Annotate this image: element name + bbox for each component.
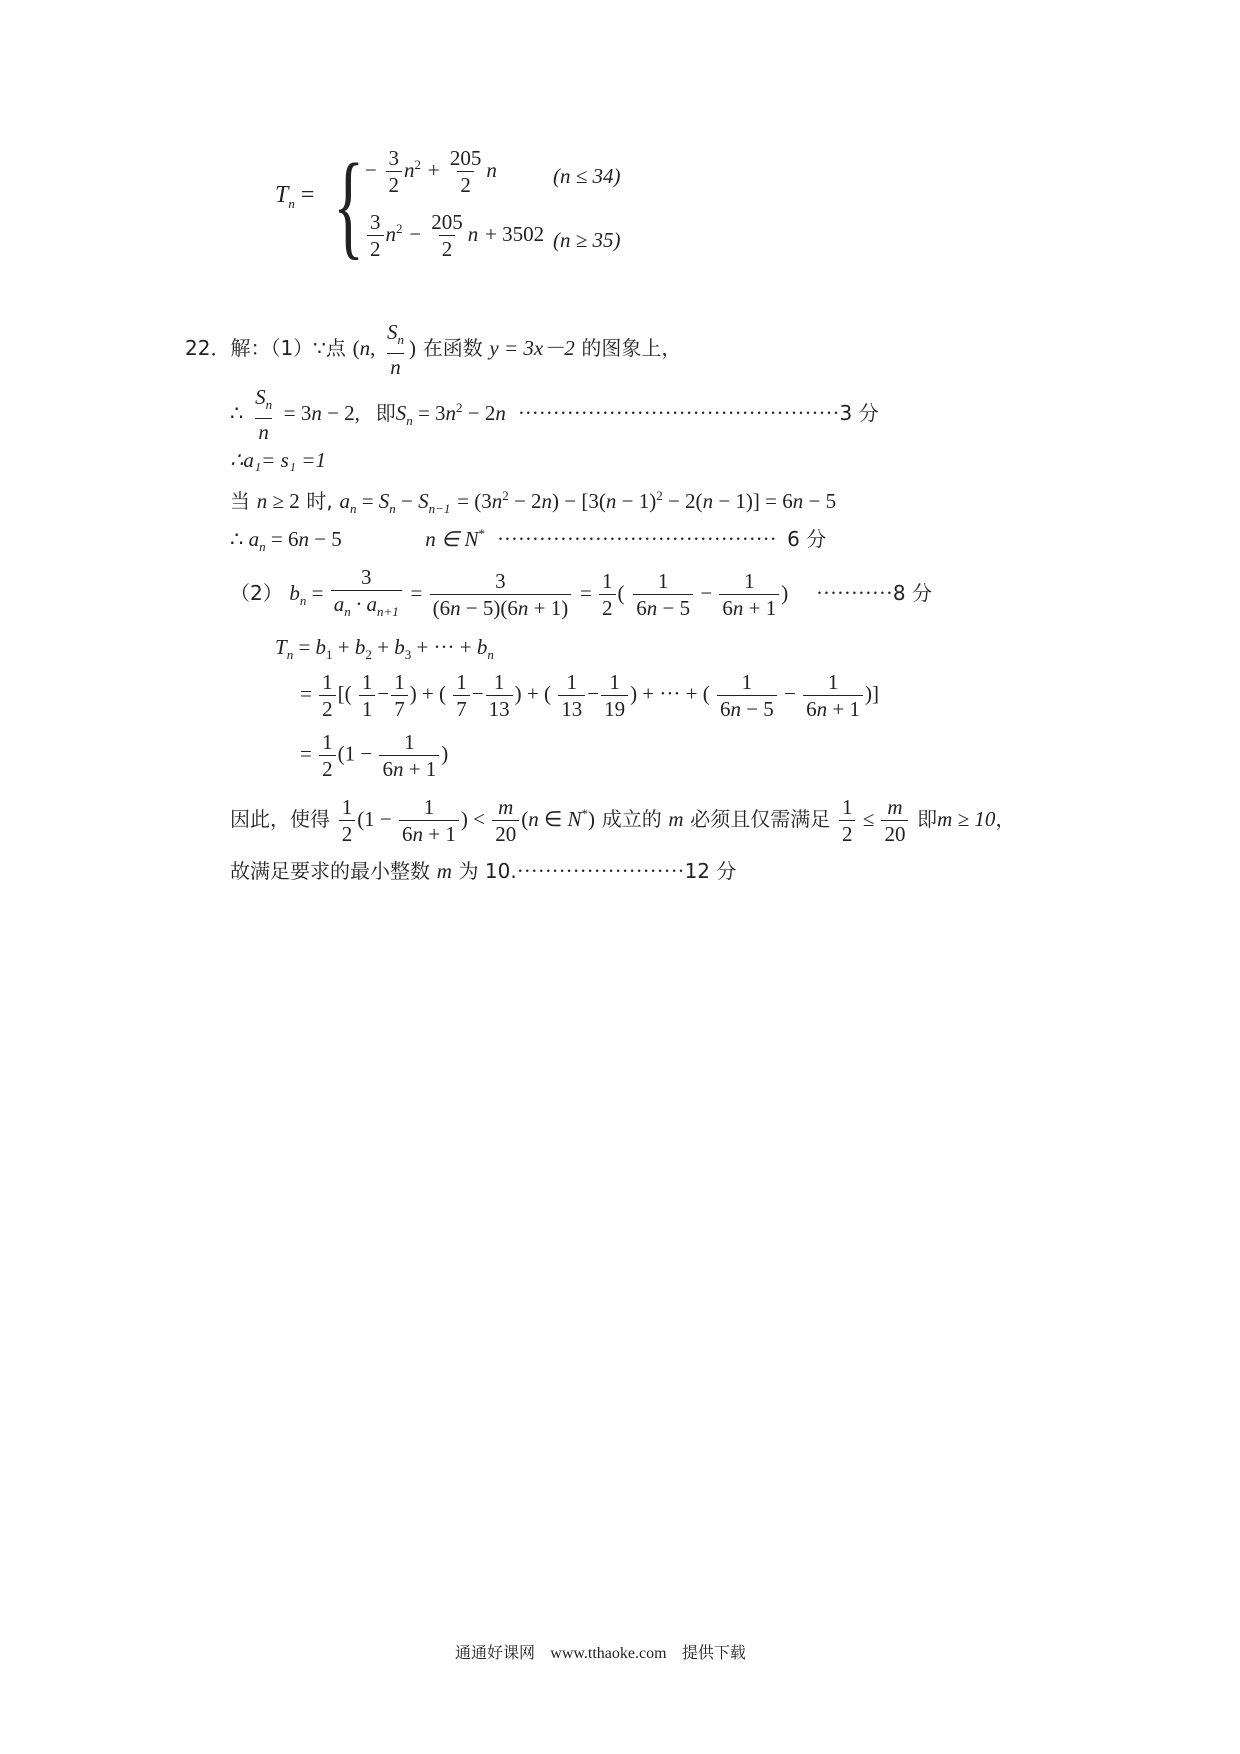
footer-tail: 提供下载 [681, 1643, 746, 1662]
piecewise-row-2: $\frac{3}{2}$ $n^2$ − $\frac{205}{2}$ n + 3502 [365, 210, 544, 261]
q22-tn-sum: $T_n = b_1 + b_2 + b_3$ + ··· + $b_n$ [275, 635, 494, 663]
q22-line-1: 22．解：（1）∵点 (n, $\frac{S_n}{n}$ ) 在函数 y = 3x－2 的图象上， [185, 320, 682, 380]
piecewise-cond-2: (n ≥ 35) [553, 228, 621, 252]
q22-final-line: 故满足要求的最小整数 m 为 10.························12 分 [230, 859, 737, 883]
q22-line-2: ∴ $\frac{S_n}{n}$ = 3n − 2, 即$S_n = 3n^2 - 2n \cdot\cdot\cdot\cdot\cdot\cdot\cdot\cdot\cdot\cdot\cdot\cdot\cdot\cdot\cdot\cdot\cdot\cdot\cdot\cdot\cdot\cdot\cdot\cdot\cdot\cdot\cdot\cdot\cdot\cdot\cdot\cdot\cdot\cdot\cdot\cdot\cdot\cdot\cdot\cdot\cdot\cdot\cdot\cdot\cdot\cdot 3$ 分 [230, 385, 879, 445]
q22-line-3: ∴a₁= s₁ =1 [230, 448, 326, 472]
q22-telescoping: = $\frac{1}{2}$ [( $\frac{1}{1}$ − $\frac{1}{7}$ ) + ( $\frac{1}{7}$ − $\frac{1}{13}$ ) + ( $\frac{1}{13}$ − $\frac{1}{19}$ ) + ··· + ( $\frac{1}{6n - 5}$ − $\frac{1}{6n + 1}$ )] [300, 670, 879, 721]
left-brace: { [333, 139, 365, 270]
q22-simplified: = $\frac{1}{2}$ (1 − $\frac{1}{6n + 1}$ ) [300, 730, 449, 781]
q22-line-4: 当 n ≥ 2 时, $a_n = S_n - S_{n-1} = (3n^2 - 2n) - [3(n - 1)^2 - 2(n - 1)] = 6n - 5$ [230, 488, 837, 517]
q22-conclusion: 因此，使得 $\frac{1}{2}$ (1 − $\frac{1}{6n + 1}$ ) < $\frac{m}{20}$ (n ∈ N*) 成立的 m 必须且仅需满足 $\frac{1}{2}$ ≤ $\frac{m}{20}$ 即m ≥ 10， [230, 795, 1016, 846]
piecewise-row-1: − $\frac{3}{2}$ $n^2$ + $\frac{205}{2}$ n [365, 146, 497, 197]
q22-part2-line-1: （2） $b_n$ = $\frac{3}{a_n \cdot a_{n+1}}$ = $\frac{3}{(6n - 5)(6n + 1)}$ = $\frac{1}{2}$ ( $\frac{1}{6n - 5}$ − $\frac{1}{6n + 1}$ ) ···········8 分 [230, 565, 932, 624]
footer-site: 通通好课网 [455, 1643, 536, 1662]
piecewise-cond-1: (n ≤ 34) [553, 164, 621, 188]
piecewise-lhs: $T_n$ = [275, 182, 315, 211]
page-footer [455, 1640, 746, 1663]
footer-url[interactable]: www.tthaoke.com [550, 1645, 667, 1662]
piecewise-formula [265, 140, 645, 280]
q22-line-5: ∴ $a_n = 6n - 5$ n ∈ N* ········································ 6 分 [230, 526, 827, 555]
